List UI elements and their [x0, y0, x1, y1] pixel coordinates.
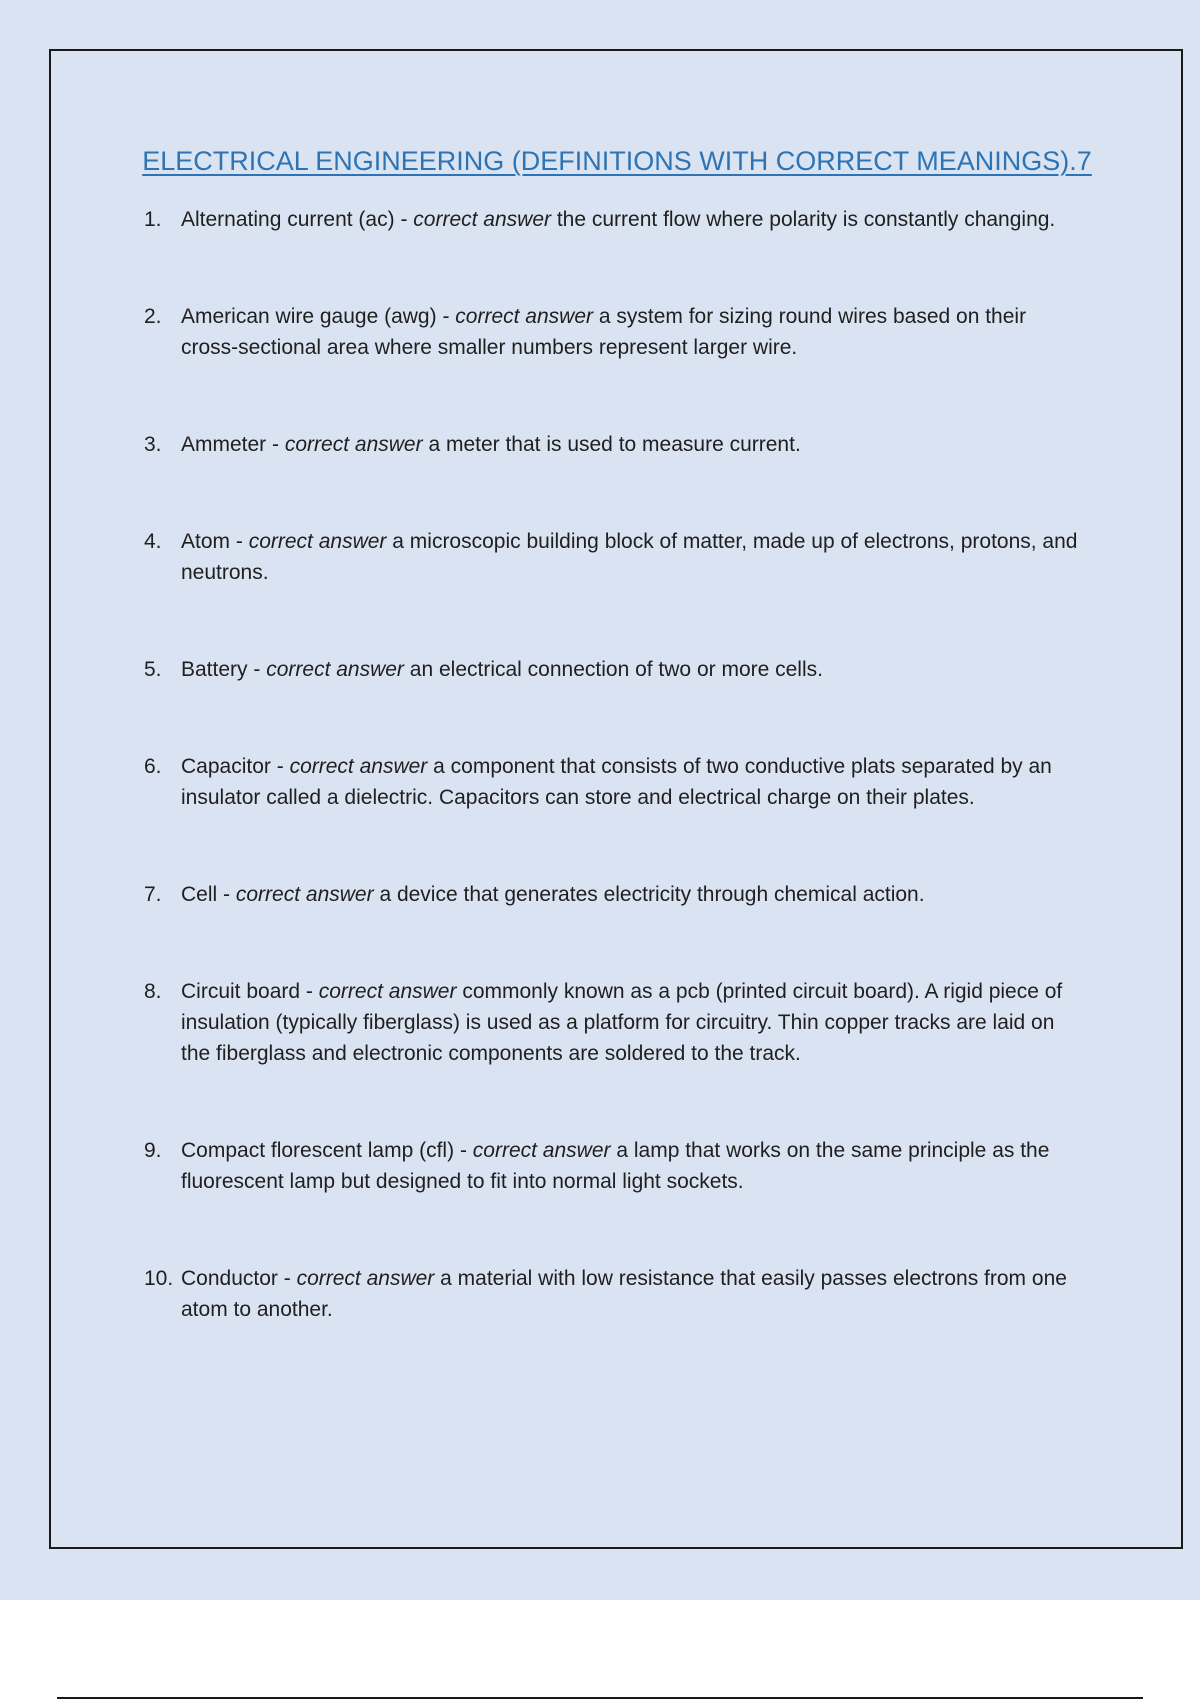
- item-key-phrase: correct answer: [248, 530, 387, 553]
- item-key-phrase: correct answer: [455, 305, 594, 328]
- list-item: [144, 879, 1084, 910]
- item-number: 1.: [144, 208, 162, 231]
- item-key-phrase: correct answer: [266, 658, 404, 681]
- item-separator: -: [235, 530, 243, 553]
- item-separator: -: [400, 208, 408, 231]
- list-item: [144, 429, 1084, 460]
- item-definition: a material with low resistance that easily passes electrons from one atom to another.: [181, 1267, 1067, 1321]
- item-term: Capacitor: [181, 755, 271, 778]
- item-term: American wire gauge (awg): [181, 305, 437, 328]
- item-number: 10.: [144, 1267, 174, 1290]
- item-term: Conductor: [181, 1267, 278, 1290]
- item-number: 6.: [144, 755, 162, 778]
- item-number: 5.: [144, 658, 162, 681]
- item-term: Alternating current (ac): [181, 208, 395, 231]
- item-definition: an electrical connection of two or more cells.: [409, 658, 823, 681]
- item-term: Battery: [181, 658, 248, 681]
- item-separator: -: [276, 755, 284, 778]
- list-item: [144, 1263, 1084, 1325]
- item-key-phrase: correct answer: [472, 1139, 611, 1162]
- definition-list: [144, 204, 1084, 1391]
- item-term: Circuit board: [181, 980, 301, 1003]
- list-item: [144, 976, 1084, 1069]
- item-number: 4.: [144, 530, 162, 553]
- item-term: Compact florescent lamp (cfl): [181, 1139, 455, 1162]
- list-item: [144, 654, 1084, 685]
- item-key-phrase: correct answer: [284, 433, 423, 456]
- item-definition: the current flow where polarity is constantly changing.: [556, 208, 1056, 231]
- item-term: Ammeter: [181, 433, 267, 456]
- item-separator: -: [223, 883, 231, 906]
- item-key-phrase: correct answer: [318, 980, 457, 1003]
- list-item: [144, 751, 1084, 813]
- item-key-phrase: correct answer: [413, 208, 551, 231]
- item-separator: -: [442, 305, 450, 328]
- item-definition: a meter that is used to measure current.: [428, 433, 801, 456]
- item-number: 9.: [144, 1139, 162, 1162]
- item-definition: a microscopic building block of matter, made up of electrons, protons, and neutrons.: [181, 530, 1078, 584]
- document-title: ELECTRICAL ENGINEERING (DEFINITIONS WITH CORRECT MEANINGS).7: [142, 146, 1092, 176]
- item-number: 8.: [144, 980, 162, 1003]
- item-number: 7.: [144, 883, 162, 906]
- item-separator: -: [283, 1267, 291, 1290]
- item-separator: -: [272, 433, 280, 456]
- item-key-phrase: correct answer: [235, 883, 374, 906]
- list-item: [144, 301, 1084, 363]
- item-separator: -: [305, 980, 313, 1003]
- item-term: Atom: [181, 530, 231, 553]
- list-item: [144, 526, 1084, 588]
- item-definition: a component that consists of two conductive plats separated by an insulator called a dielectric. Capacitors can store and electrical charge on their plates.: [181, 755, 1052, 809]
- item-key-phrase: correct answer: [296, 1267, 435, 1290]
- item-key-phrase: correct answer: [289, 755, 428, 778]
- item-definition: a lamp that works on the same principle as the fluorescent lamp but designed to fit into normal light sockets.: [181, 1139, 1050, 1193]
- list-item: [144, 204, 1084, 235]
- item-definition: a system for sizing round wires based on their cross-sectional area where smaller numbers represent larger wire.: [181, 305, 1027, 359]
- item-number: 2.: [144, 305, 162, 328]
- item-term: Cell: [181, 883, 218, 906]
- item-separator: -: [459, 1139, 467, 1162]
- item-separator: -: [253, 658, 261, 681]
- item-definition: a device that generates electricity through chemical action.: [379, 883, 925, 906]
- item-definition: commonly known as a pcb (printed circuit board). A rigid piece of insulation (typically fiberglass) is used as a platform for circuitry. Thin copper tracks are laid on the fiberglass and electronic components are soldered to the track.: [181, 980, 1063, 1065]
- list-item: [144, 1135, 1084, 1197]
- item-number: 3.: [144, 433, 162, 456]
- footer-rule: [57, 1697, 1143, 1699]
